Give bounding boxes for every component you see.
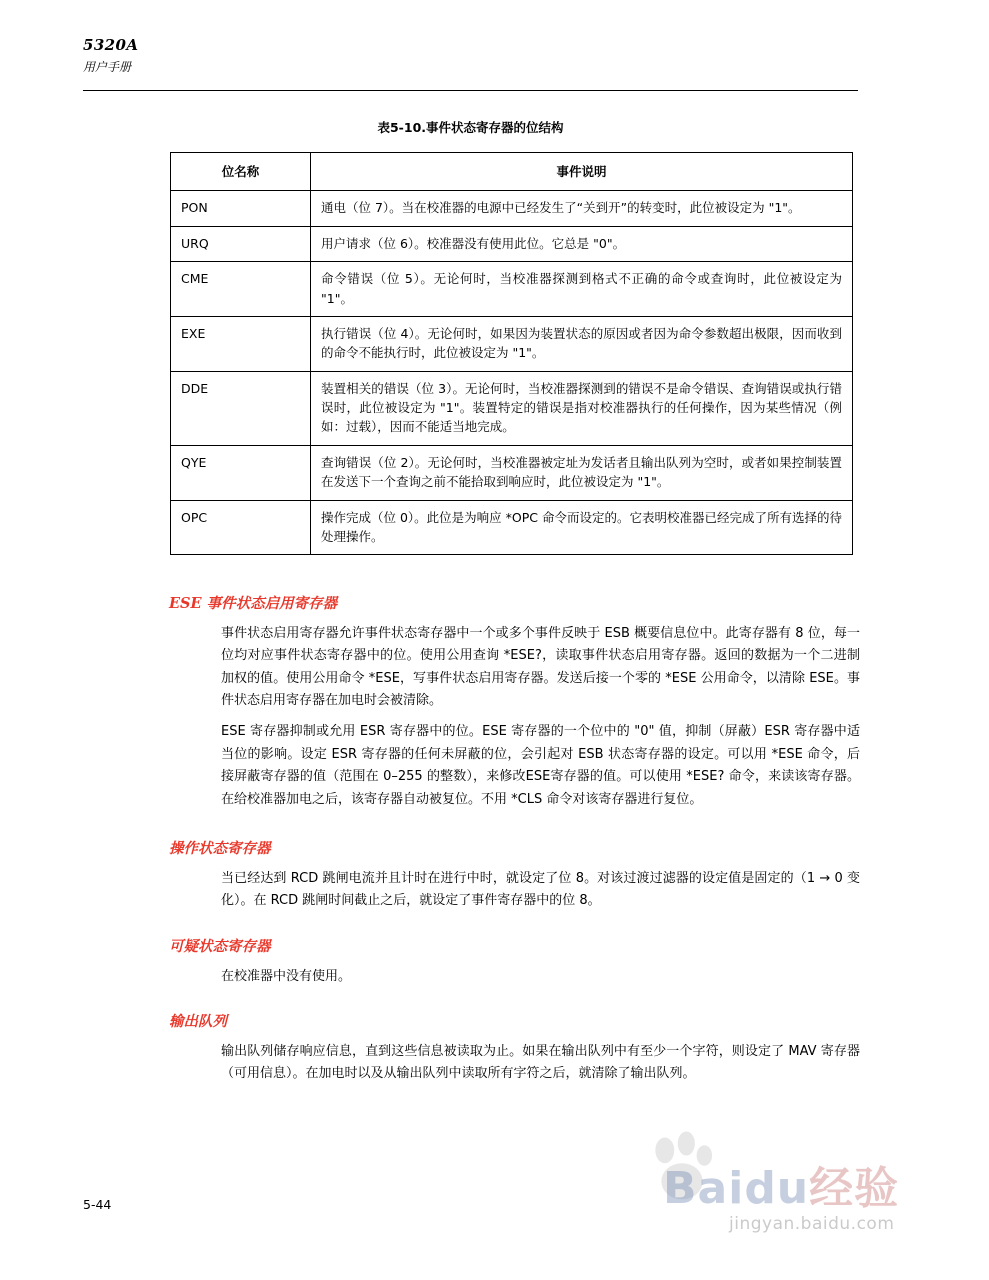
- table-cell-bit-name: OPC: [171, 500, 311, 555]
- section-spacer: [170, 988, 860, 1010]
- table-cell-bit-name: URQ: [171, 226, 311, 261]
- section-spacer: [170, 913, 860, 935]
- table-caption: 表5-10.事件状态寄存器的位结构: [377, 120, 564, 135]
- section-spacer: [170, 811, 860, 837]
- body-sections: [170, 592, 860, 1086]
- section-heading-questionable-status: 可疑状态寄存器: [169, 937, 271, 955]
- watermark-url: jingyan.baidu.com: [729, 1214, 895, 1234]
- page-number: 5-44: [83, 1197, 112, 1212]
- table-cell-description: 命令错误（位 5）。无论何时，当校准器探测到格式不正确的命令或查询时，此位被设定为 "1"。: [311, 262, 853, 317]
- table-header-row: [171, 153, 853, 191]
- page-header: [83, 36, 858, 75]
- watermark-brand-du: du: [744, 1163, 810, 1214]
- table-row: [171, 226, 853, 261]
- header-divider: [83, 90, 858, 91]
- section-heading-operation-status: 操作状态寄存器: [169, 839, 271, 857]
- section-paragraph: 事件状态启用寄存器允许事件状态寄存器中一个或多个事件反映于 ESB 概要信息位中。此寄存器有 8 位，每一位均对应事件状态寄存器中的位。使用公用查询 *ESE?，读取事件状态启用寄存器。返回的数据为一个二进制加权的值。使用公用命令 *ESE，写事件状态启用寄存器。发送后接一个零的 *ESE 公用命令，以清除 ESE。事件状态启用寄存器在加电时会被清除。: [221, 626, 860, 709]
- watermark-brand: [663, 1152, 899, 1216]
- section-paragraph: 当已经达到 RCD 跳闸电流并且计时在进行中时，就设定了位 8。对该过渡过滤器的设定值是固定的（1 → 0 变化）。在 RCD 跳闸时间截止之后，就设定了事件寄存器中的位 8。: [221, 870, 860, 909]
- table-row: [171, 191, 853, 226]
- table-cell-description: 操作完成（位 0）。此位是为响应 *OPC 命令而设定的。它表明校准器已经完成了所有选择的待处理操作。: [311, 500, 853, 555]
- manual-subtitle: 用户手册: [83, 60, 132, 74]
- table-cell-bit-name: QYE: [171, 445, 311, 500]
- table-row: [171, 500, 853, 555]
- watermark-brand-bai: Bai: [663, 1163, 745, 1214]
- table-row: [171, 445, 853, 500]
- table-cell-bit-name: EXE: [171, 316, 311, 371]
- table-row: [171, 316, 853, 371]
- table-cell-description: 执行错误（位 4）。无论何时，如果因为装置状态的原因或者因为命令参数超出极限，因而收到的命令不能执行时，此位被设定为 "1"。: [311, 316, 853, 371]
- table-cell-bit-name: CME: [171, 262, 311, 317]
- event-status-register-table: [170, 152, 853, 555]
- watermark: [663, 1134, 963, 1252]
- section-paragraph: ESE 寄存器抑制或允用 ESR 寄存器中的位。ESE 寄存器的一个位中的 "0" 值，抑制（屏蔽）ESR 寄存器中适当位的影响。设定 ESR 寄存器的任何未屏蔽的位，会引起对 ESB 状态寄存器的设定。可以用 *ESE 命令，后接屏蔽寄存器的值（范围在 0–255 的整数），来修改ESE寄存器的值。可以使用 *ESE? 命令，来读该寄存器。在给校准器加电之后，该寄存器自动被复位。不用 *CLS 命令对该寄存器进行复位。: [221, 724, 860, 807]
- table-column-header-description: 事件说明: [311, 153, 853, 191]
- table-column-header-bit-name: 位名称: [171, 153, 311, 191]
- section-heading-output-queue: 输出队列: [169, 1012, 227, 1030]
- table-cell-bit-name: PON: [171, 191, 311, 226]
- section-paragraph: 在校准器中没有使用。: [221, 968, 352, 984]
- table-cell-description: 用户请求（位 6）。校准器没有使用此位。它总是 "0"。: [311, 226, 853, 261]
- table-row: [171, 371, 853, 445]
- manual-model-number: 5320A: [83, 36, 139, 54]
- paw-icon: [639, 1128, 725, 1214]
- watermark-brand-suffix: 经验: [809, 1163, 900, 1214]
- table-row: [171, 262, 853, 317]
- table-cell-description: 装置相关的错误（位 3）。无论何时，当校准器探测到的错误不是命令错误、查询错误或执行错误时，此位被设定为 "1"。装置特定的错误是指对校准器执行的任何操作，因为某些情况（例如：过载），因而不能适当地完成。: [311, 371, 853, 445]
- table-cell-description: 查询错误（位 2）。无论何时，当校准器被定址为发话者且输出队列为空时，或者如果控制装置在发送下一个查询之前不能拾取到响应时，此位被设定为 "1"。: [311, 445, 853, 500]
- table-cell-bit-name: DDE: [171, 371, 311, 445]
- section-heading-ese: ESE 事件状态启用寄存器: [169, 595, 338, 612]
- section-paragraph: 输出队列储存响应信息，直到这些信息被读取为止。如果在输出队列中有至少一个字符，则设定了 MAV 寄存器（可用信息）。在加电时以及从输出队列中读取所有字符之后，就清除了输出队列。: [221, 1043, 860, 1082]
- table-cell-description: 通电（位 7）。当在校准器的电源中已经发生了“关到开”的转变时，此位被设定为 "1"。: [311, 191, 853, 226]
